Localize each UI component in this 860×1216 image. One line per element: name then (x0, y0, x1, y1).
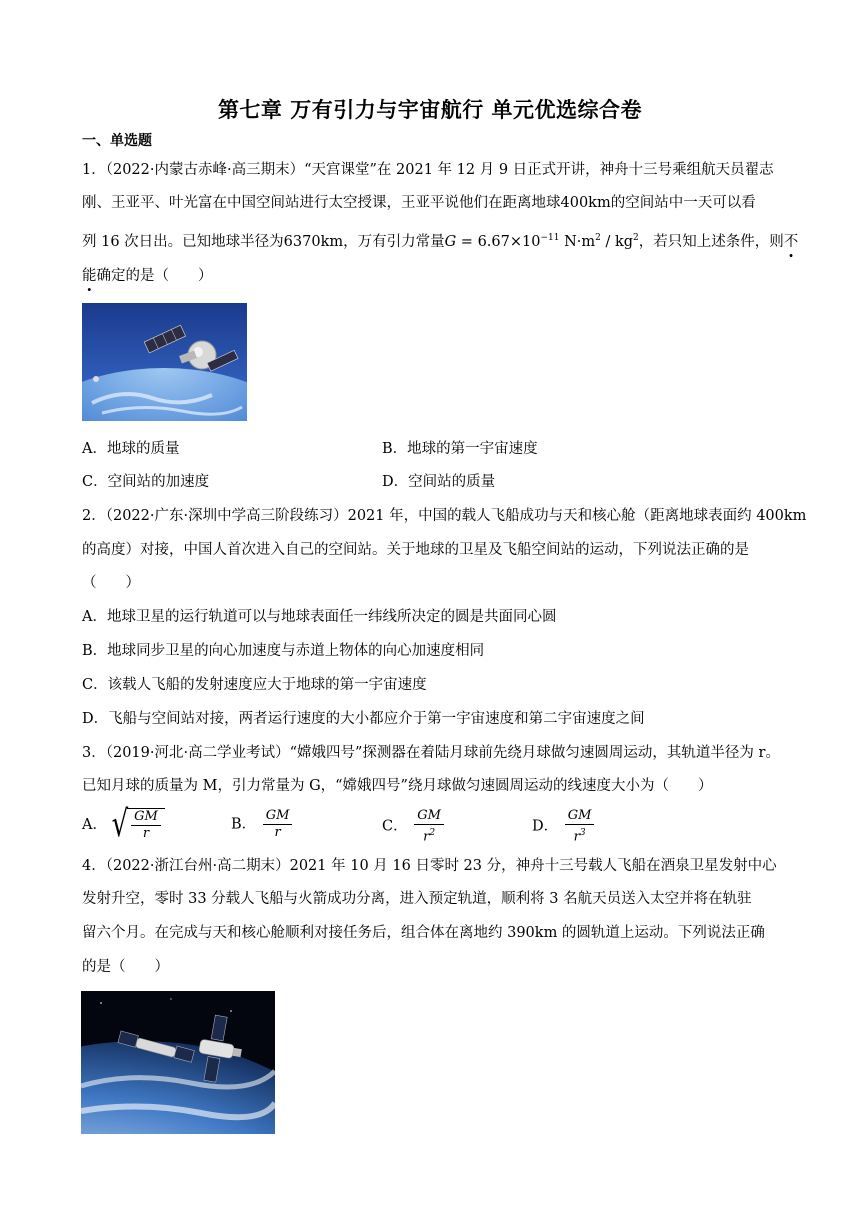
q1-line-3 (82, 228, 798, 252)
fraction-denominator: $r^3$ (573, 828, 586, 845)
q2-option-c: C．该载人飞船的发射速度应大于地球的第一宇宙速度 (82, 677, 427, 693)
fraction-denominator: r (274, 825, 281, 840)
emphasis-bu: 不 (783, 233, 799, 250)
q2-option-a: A．地球卫星的运行轨道可以与地球表面任一纬线所决定的圆是共面同心圆 (82, 609, 557, 625)
q1-line-2: 刚、王亚平、叶光富在中国空间站进行太空授课，王亚平说他们在距离地球400km的空间站中一天可以看 (82, 195, 756, 211)
emphasis-neng: 能 (82, 268, 97, 284)
formula-unit-kg: / kg (600, 233, 634, 250)
q1-line-4-rest: 确定的是（ ） (96, 268, 213, 284)
page-title: 第七章 万有引力与宇宙航行 单元优选综合卷 (217, 98, 643, 122)
q2-line-1: 2．（2022·广东·深圳中学高三阶段练习）2021 年，中国的载人飞船成功与天和核心舱（距离地球表面约 400km (82, 508, 807, 524)
formula-value: = 6.67×10 (456, 233, 541, 250)
q3-option-c-label: C． (382, 818, 408, 835)
q1-line-1: 1．（2022·内蒙古赤峰·高三期末）“天宫课堂”在 2021 年 12 月 9 日正式开讲，神舟十三号乘组航天员翟志 (82, 162, 774, 178)
formula-unit: N·m (559, 233, 596, 250)
q2-option-b: B．地球同步卫星的向心加速度与赤道上物体的向心加速度相同 (82, 643, 485, 659)
q4-line-1: 4．（2022·浙江台州·高二期末）2021 年 10 月 16 日零时 23 分，神舟十三号载人飞船在酒泉卫星发射中心 (82, 858, 777, 874)
q1-option-c: C．空间站的加速度 (82, 474, 210, 490)
fraction-denominator: $r^2$ (423, 828, 436, 845)
q2-line-2: 的高度）对接，中国人首次进入自己的空间站。关于地球的卫星及飞船空间站的运动，下列说法正确的是 (82, 542, 749, 558)
q4-line-4: 的是（ ） (82, 959, 169, 975)
fraction-numerator: GM (131, 809, 161, 826)
fraction-numerator: GM (414, 808, 444, 825)
exponent: 3 (579, 828, 586, 838)
sqrt-symbol: √ $\frac{GM}{r}$ (112, 808, 165, 842)
q1-line-3-text: 列 16 次日出。已知地球半径为6370km，万有引力常量 (82, 233, 445, 250)
q3-line-1: 3．（2019·河北·高二学业考试）“嫦娥四号”探测器在着陆月球前先绕月球做匀速圆周运动，其轨道半径为 r。 (82, 745, 780, 761)
fraction-numerator: GM (565, 808, 595, 825)
q1-line-3-tail: ，若只知上述条件，则 (638, 233, 784, 250)
spacecraft-docking-image (81, 991, 275, 1134)
fraction-numerator: GM (263, 808, 293, 825)
q3-option-b (231, 808, 294, 841)
exponent: 2 (429, 828, 436, 838)
q2-option-d: D．飞船与空间站对接，两者运行速度的大小都应介于第一宇宙速度和第二宇宙速度之间 (82, 711, 645, 727)
q4-line-3: 留六个月。在完成与天和核心舱顺利对接任务后，组合体在离地约 390km 的圆轨道上运动。下列说法正确 (82, 925, 765, 941)
q1-option-d: D．空间站的质量 (382, 474, 496, 490)
q3-option-a-label: A． (82, 817, 107, 833)
section-heading: 一、单选题 (82, 133, 152, 149)
space-station-image (82, 303, 247, 421)
q4-line-2: 发射升空，零时 33 分载人飞船与火箭成功分离，进入预定轨道，顺利将 3 名航天员送入太空并将在轨驻 (82, 891, 752, 907)
q3-option-a (82, 804, 165, 846)
q3-option-d (532, 808, 596, 845)
formula-g: G (444, 233, 457, 250)
q3-line-2: 已知月球的质量为 M，引力常量为 G，“嫦娥四号”绕月球做匀速圆周运动的线速度大小为（ ） (82, 778, 713, 794)
q1-line-4 (82, 266, 213, 286)
q2-line-3: （ ） (82, 575, 140, 591)
formula-square: 2 (595, 233, 601, 243)
q1-option-a: A．地球的质量 (82, 441, 180, 457)
formula-square-2: 2 (633, 233, 639, 243)
q1-option-b: B．地球的第一宇宙速度 (382, 441, 538, 457)
formula-exponent: −11 (540, 233, 560, 243)
q3-option-b-label: B． (231, 816, 257, 833)
q3-option-d-label: D． (532, 818, 559, 835)
q3-option-c (382, 808, 446, 845)
fraction-denominator: r (142, 826, 150, 841)
